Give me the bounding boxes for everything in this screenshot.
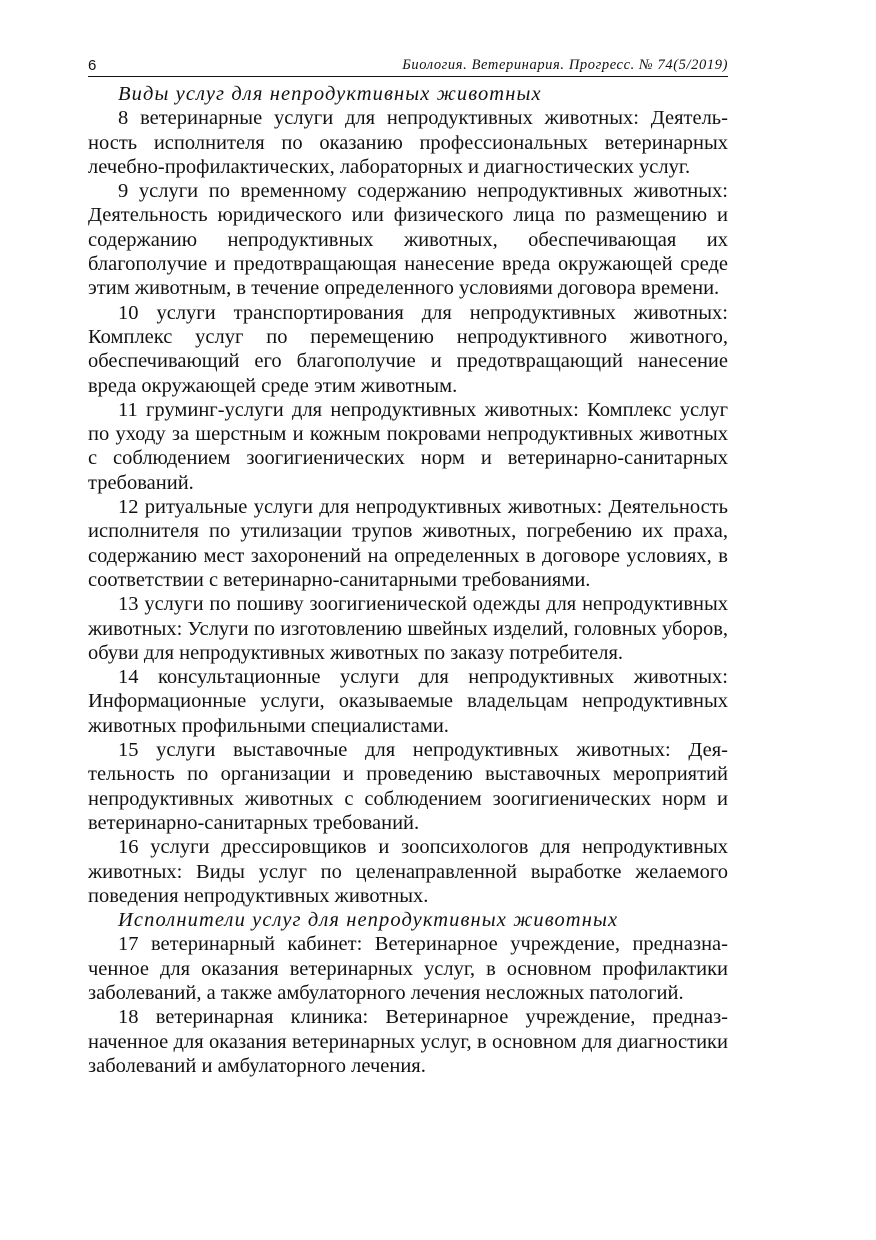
definition-paragraph: 12 ритуальные услуги для непродуктивных животных: Деятельность исполнителя по утилизации трупов животных, погребению их праха, содержанию мест захоронений на определенных в договоре условиях, в соответствии с ветеринарно-санитарными требованиями. — [88, 496, 728, 591]
document-page — [88, 52, 728, 1078]
definition-paragraph: 17 ветеринарный кабинет: Ветеринарное учреждение, предназначенное для оказания ветеринарных услуг, в основном профилактики заболеваний, а также амбулаторного лечения несложных патологий. — [88, 933, 728, 1004]
definition-paragraph: 18 ветеринарная клиника: Ветеринарное учреждение, предназначенное для оказания ветеринарных услуг, в основном для диагностики заболеваний и амбулаторного лечения. — [88, 1006, 728, 1077]
definition-paragraph: 9 услуги по временному содержанию непродуктивных животных: Деятельность юридического или физического лица по размещению и содержанию непродуктивных животных, обеспечивающая их благополучие и предотвращающая нанесение вреда окружающей среде этим животным, в течение определенного условиями договора времени. — [88, 180, 728, 300]
document-body — [88, 82, 728, 1078]
definition-paragraph: 16 услуги дрессировщиков и зоопсихологов для непродуктивных животных: Виды услуг по целенаправленной выработке желаемого поведения непродуктивных животных. — [88, 836, 728, 907]
definition-paragraph: 13 услуги по пошиву зоогигиенической одежды для непродуктивных животных: Услуги по изготовлению швейных изделий, головных уборов, обуви для непродуктивных животных по заказу потребителя. — [88, 593, 728, 664]
page-number: 6 — [88, 57, 97, 74]
definition-paragraph: 14 консультационные услуги для непродуктивных животных: Информационные услуги, оказываемые владельцам непродуктивных животных профильными специалистами. — [88, 666, 728, 737]
definition-paragraph: 15 услуги выставочные для непродуктивных животных: Деятельность по организации и проведению выставочных мероприятий непродуктивных животных с соблюдением зоогигиенических норм и ветеринарно-санитарных требований. — [88, 739, 728, 834]
definition-paragraph: 8 ветеринарные услуги для непродуктивных животных: Деятельность исполнителя по оказанию профессиональных ветеринарных лечебно-профилактических, лабораторных и диагностических услуг. — [88, 107, 728, 178]
definition-paragraph: 11 груминг-услуги для непродуктивных животных: Комплекс услуг по уходу за шерстным и кожным покровами непродуктивных животных с соблюдением зоогигиенических норм и ветеринарно-санитарных требований. — [88, 398, 728, 494]
section-heading: Виды услуг для непродуктивных животных — [118, 83, 542, 105]
definition-paragraph: 10 услуги транспортирования для непродуктивных животных: Комплекс услуг по перемещению непродуктивного животного, обеспечивающий его благополучие и предотвращающий нанесение вреда окружающей среде этим животным. — [88, 301, 728, 397]
page-header — [88, 52, 728, 77]
journal-running-title: Биология. Ветеринария. Прогресс. № 74(5/2019) — [402, 57, 728, 73]
section-heading: Исполнители услуг для непродуктивных животных — [118, 909, 619, 932]
